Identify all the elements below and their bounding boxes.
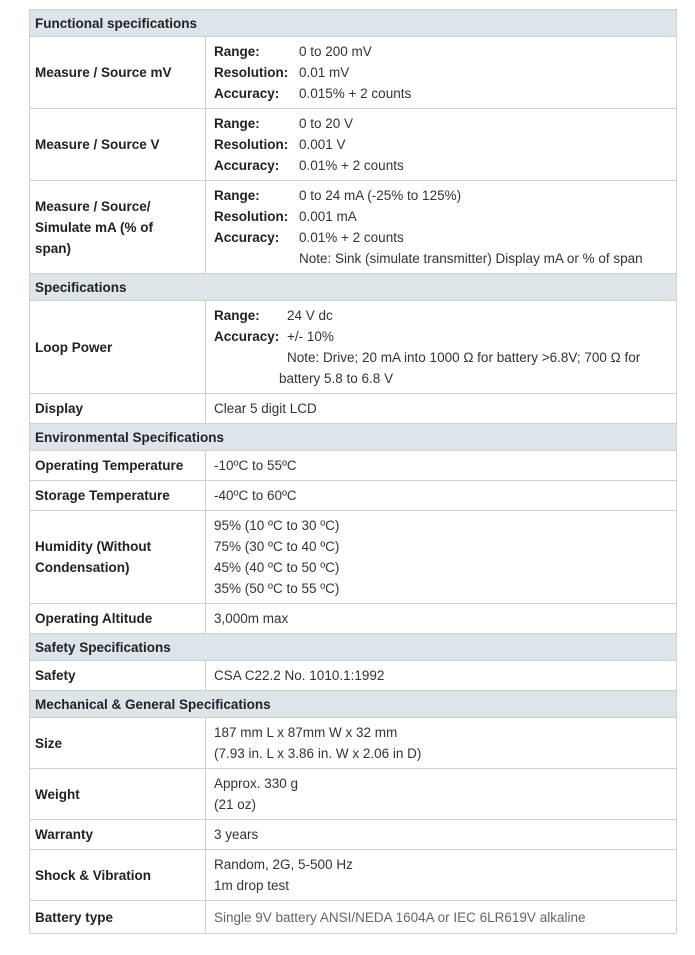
table-row	[30, 718, 677, 769]
section-header	[30, 10, 677, 37]
table-row	[30, 109, 677, 181]
row-label: Weight	[30, 769, 206, 820]
accuracy-value: 0.01% + 2 counts	[299, 230, 404, 245]
section-header	[30, 634, 677, 661]
row-label: Display	[30, 394, 206, 424]
table-row	[30, 661, 677, 691]
humidity-line: 45% (40 ºC to 50 ºC)	[214, 560, 340, 575]
humidity-line: 35% (50 ºC to 55 ºC)	[214, 581, 340, 596]
note-text: Note: Drive; 20 mA into 1000 Ω for battery >6.8V; 700 Ω for	[287, 350, 641, 365]
row-label: Warranty	[30, 820, 206, 850]
row-value: 3,000m max	[206, 604, 677, 634]
accuracy-label: Accuracy:	[214, 230, 280, 245]
value-line: Random, 2G, 5-500 Hz	[214, 857, 353, 872]
label-line: Humidity (Without	[35, 539, 152, 554]
row-value: CSA C22.2 No. 1010.1:1992	[206, 661, 677, 691]
section-title: Environmental Specifications	[30, 424, 677, 451]
table-row	[30, 850, 677, 901]
spec-table	[29, 9, 677, 934]
row-label	[30, 181, 206, 274]
label-line: span)	[35, 240, 72, 256]
row-value	[206, 301, 677, 394]
note-text: Note: Sink (simulate transmitter) Display mA or % of span	[299, 251, 643, 266]
label-line: Condensation)	[35, 560, 130, 575]
accuracy-value: +/- 10%	[287, 329, 334, 344]
row-label: Loop Power	[30, 301, 206, 394]
section-header	[30, 691, 677, 718]
resolution-label: Resolution:	[214, 209, 289, 224]
table-row	[30, 394, 677, 424]
table-row	[30, 820, 677, 850]
row-value: -10ºC to 55ºC	[206, 451, 677, 481]
row-label: Measure / Source mV	[30, 37, 206, 109]
row-value: Single 9V battery ANSI/NEDA 1604A or IEC 6LR619V alkaline	[206, 901, 677, 934]
table-row	[30, 901, 677, 934]
row-label	[30, 511, 206, 604]
row-label: Operating Temperature	[30, 451, 206, 481]
table-row	[30, 301, 677, 394]
row-value	[206, 850, 677, 901]
row-value	[206, 37, 677, 109]
accuracy-value: 0.015% + 2 counts	[299, 86, 412, 101]
row-label: Battery type	[30, 901, 206, 934]
resolution-label: Resolution:	[214, 137, 289, 152]
section-header	[30, 274, 677, 301]
range-label: Range:	[214, 44, 260, 59]
row-label: Shock & Vibration	[30, 850, 206, 901]
accuracy-value: 0.01% + 2 counts	[299, 158, 404, 173]
resolution-value: 0.001 V	[299, 137, 346, 152]
accuracy-label: Accuracy:	[214, 329, 280, 344]
row-value	[206, 769, 677, 820]
range-label: Range:	[214, 116, 260, 131]
row-label: Safety	[30, 661, 206, 691]
section-title: Safety Specifications	[30, 634, 677, 661]
humidity-line: 95% (10 ºC to 30 ºC)	[214, 518, 340, 533]
accuracy-label: Accuracy:	[214, 86, 280, 101]
row-value	[206, 511, 677, 604]
table-row	[30, 769, 677, 820]
table-row	[30, 37, 677, 109]
table-row	[30, 481, 677, 511]
range-value: 0 to 20 V	[299, 116, 354, 131]
section-title: Mechanical & General Specifications	[30, 691, 677, 718]
table-row	[30, 604, 677, 634]
range-label: Range:	[214, 308, 260, 323]
note-text: battery 5.8 to 6.8 V	[279, 371, 394, 386]
row-value	[206, 181, 677, 274]
humidity-line: 75% (30 ºC to 40 ºC)	[214, 539, 340, 554]
label-line: Simulate mA (% of	[35, 219, 154, 235]
section-title: Specifications	[30, 274, 677, 301]
row-label: Measure / Source V	[30, 109, 206, 181]
row-value: Clear 5 digit LCD	[206, 394, 677, 424]
row-value	[206, 109, 677, 181]
section-header	[30, 424, 677, 451]
range-value: 0 to 24 mA (-25% to 125%)	[299, 188, 462, 203]
row-value: -40ºC to 60ºC	[206, 481, 677, 511]
row-label: Operating Altitude	[30, 604, 206, 634]
value-line: (21 oz)	[214, 797, 257, 812]
resolution-label: Resolution:	[214, 65, 289, 80]
value-line: (7.93 in. L x 3.86 in. W x 2.06 in D)	[214, 746, 422, 761]
resolution-value: 0.001 mA	[299, 209, 357, 224]
row-label: Storage Temperature	[30, 481, 206, 511]
row-value	[206, 718, 677, 769]
row-label: Size	[30, 718, 206, 769]
range-label: Range:	[214, 188, 260, 203]
table-row	[30, 511, 677, 604]
section-title: Functional specifications	[30, 10, 677, 37]
label-line: Measure / Source/	[35, 198, 151, 214]
table-row	[30, 181, 677, 274]
range-value: 0 to 200 mV	[299, 44, 372, 59]
table-row	[30, 451, 677, 481]
value-line: 187 mm L x 87mm W x 32 mm	[214, 725, 398, 740]
range-value: 24 V dc	[287, 308, 333, 323]
value-line: Approx. 330 g	[214, 776, 299, 791]
value-line: 1m drop test	[214, 878, 290, 893]
resolution-value: 0.01 mV	[299, 65, 350, 80]
accuracy-label: Accuracy:	[214, 158, 280, 173]
row-value: 3 years	[206, 820, 677, 850]
